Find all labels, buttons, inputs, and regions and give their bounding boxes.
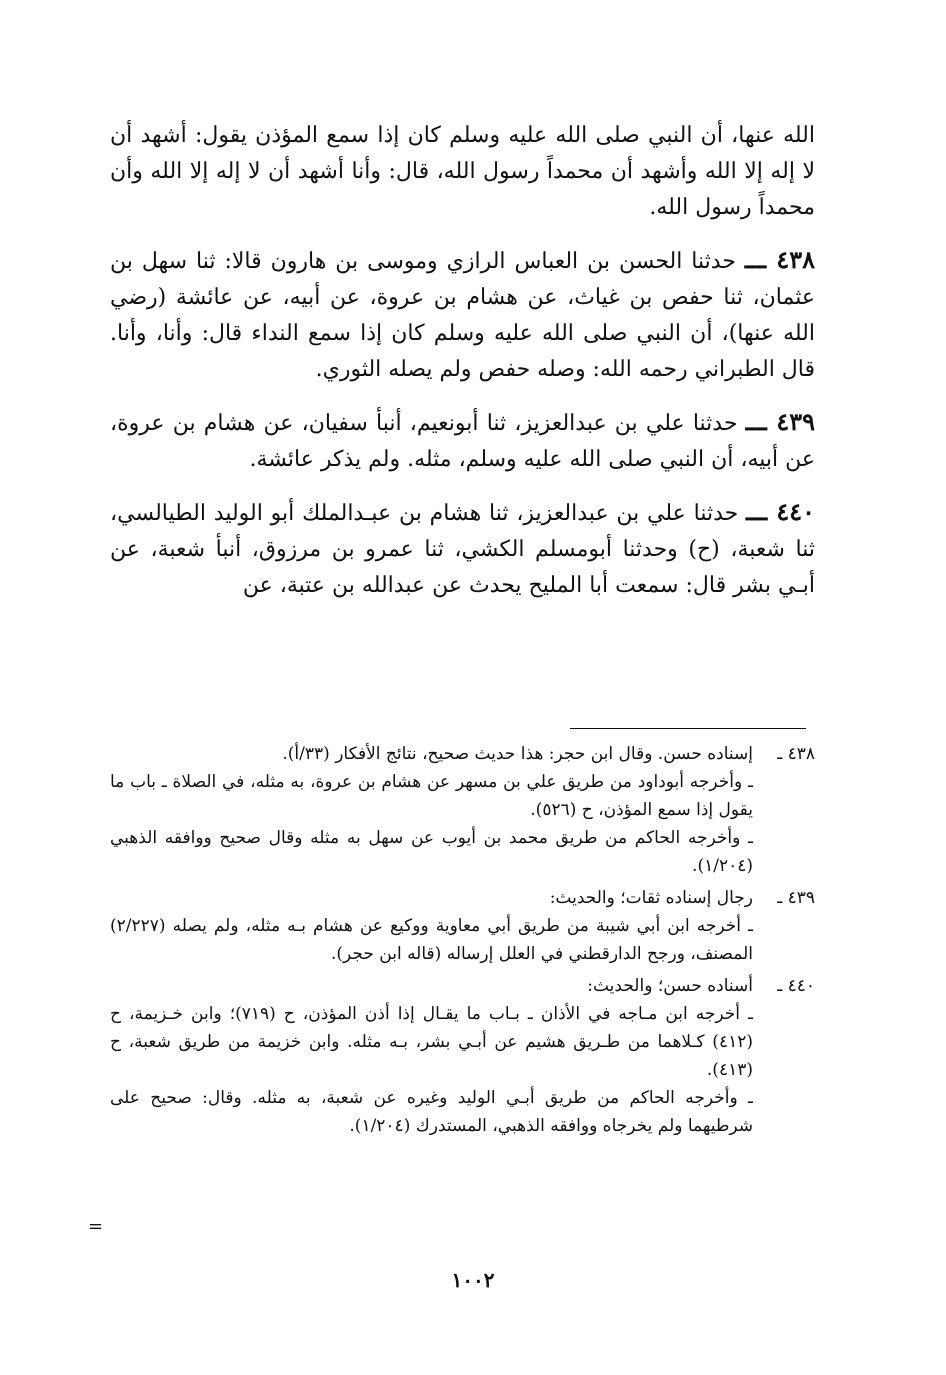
footnote-body bbox=[110, 740, 753, 880]
footnote-439 bbox=[110, 884, 815, 968]
footnote-body bbox=[110, 972, 753, 1140]
footnote-line: ـ أخرجه ابن أبي شيبة من طريق أبي معاوية ووكيع عن هشام بـه مثله، ولم يصله (٢/٢٢٧) المصنف، ورجح الدارقطني في العلل إرساله (قاله ابن حجر). bbox=[110, 916, 753, 964]
hadith-number: ٤٣٨ ـــ bbox=[744, 245, 815, 274]
footnotes bbox=[110, 740, 815, 1144]
hadith-text: حدثنا علي بن عبدالعزيز، ثنا هشام بن عبـدالملك أبو الوليد الطيالسي، ثنا شعبة، (ح) وحدثنا أبومسلم الكشي، ثنا عمرو بن مرزوق، أنبأ شعبة، عن أبـي بشر قال: سمعت أبا المليح يحدث عن عبدالله بن عتبة، عن bbox=[110, 501, 815, 598]
footnote-number: ٤٣٨ ـ bbox=[777, 744, 815, 764]
footnote-line: إسناده حسن. وقال ابن حجر: هذا حديث صحيح، نتائج الأفكار (٣٣/أ). bbox=[282, 744, 753, 764]
page-number: ١٠٠٢ bbox=[451, 1268, 495, 1292]
hadith-439 bbox=[110, 404, 815, 478]
hadith-number: ٤٣٩ ـــ bbox=[745, 407, 816, 436]
continuation-mark: = bbox=[88, 1216, 104, 1237]
hadith-438 bbox=[110, 242, 815, 388]
footnote-line: ـ وأخرجه الحاكم من طريق محمد بن أيوب عن سهل به مثله وقال صحيح ووافقه الذهبي (١/٢٠٤). bbox=[110, 828, 753, 876]
footnote-440 bbox=[110, 972, 815, 1140]
main-text bbox=[110, 118, 815, 620]
footnote-number: ٤٤٠ ـ bbox=[777, 976, 815, 996]
footnote-separator bbox=[570, 728, 806, 729]
footnote-line: ـ وأخرجه أبوداود من طريق علي بن مسهر عن هشام بن عروة، به مثله، في الصلاة ـ باب ما يقول إذا سمع المؤذن، ح (٥٢٦). bbox=[110, 772, 753, 820]
footnote-body bbox=[110, 884, 753, 968]
footnote-number: ٤٣٩ ـ bbox=[777, 888, 815, 908]
intro-paragraph: الله عنها، أن النبي صلى الله عليه وسلم كان إذا سمع المؤذن يقول: أشهد أن لا إله إلا الله وأشهد أن محمداً رسول الله، قال: وأنا أشهد أن لا إله إلا الله وأن محمداً رسول الله. bbox=[110, 123, 815, 220]
footnote-line: ـ وأخرجه الحاكم من طريق أبـي الوليد وغيره عن شعبة، به مثله. وقال: صحيح على شرطيهما ولم يخرجاه ووافقه الذهبي، المستدرك (١/٢٠٤). bbox=[110, 1088, 753, 1136]
hadith-text: حدثنا علي بن عبدالعزيز، ثنا أبونعيم، أنبأ سفيان، عن هشام بن عروة، عن أبيه، أن النبي صلى الله عليه وسلم، مثله. ولم يذكر عائشة. bbox=[110, 411, 815, 472]
footnote-line: رجال إسناده ثقات؛ والحديث: bbox=[549, 888, 753, 908]
footnote-line: أسناده حسن؛ والحديث: bbox=[587, 976, 753, 996]
hadith-440 bbox=[110, 494, 815, 604]
footnote-line: ـ أخرجه ابن مـاجه في الأذان ـ بـاب ما يقـال إذا أذن المؤذن، ح (٧١٩)؛ وابن خـزيمة، ح (٤١٢) كـلاهما من طـريق هشيم عن أبـي بشر، بـه مثله. وابن خزيمة من طريق شعبة، ح (٤١٣). bbox=[110, 1004, 753, 1080]
footnote-438 bbox=[110, 740, 815, 880]
hadith-number: ٤٤٠ ـــ bbox=[746, 497, 815, 526]
hadith-text: حدثنا الحسن بن العباس الرازي وموسى بن هارون قالا: ثنا سهل بن عثمان، ثنا حفص بن غياث، عن هشام بن عروة، عن أبيه، عن عائشة (رضي الله عنها)، أن النبي صلى الله عليه وسلم كان إذا سمع النداء قال: وأنا، وأنا. قال الطبراني رحمه الله: وصله حفص ولم يصله الثوري. bbox=[110, 249, 815, 382]
